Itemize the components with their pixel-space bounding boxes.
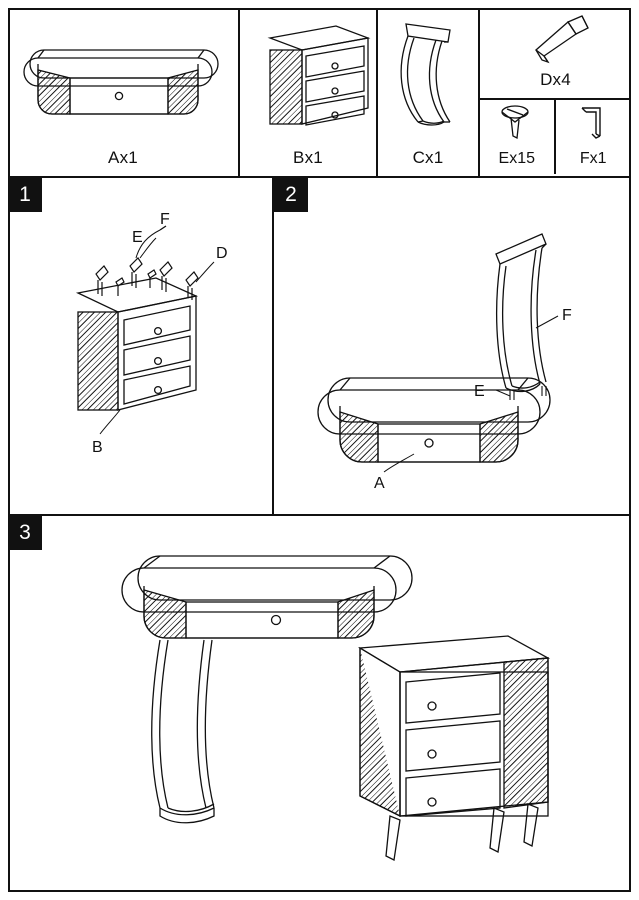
part-cell-def [480, 8, 631, 176]
step-2-callout-a: A [374, 475, 385, 492]
step-3-drawing [8, 516, 631, 894]
step-1-callout-b: B [92, 439, 103, 456]
step-1-drawing [8, 178, 274, 516]
step-1-callout-d: D [216, 245, 228, 262]
step-3-illustration [8, 516, 631, 892]
step-panel-2 [274, 176, 631, 514]
part-f-label: Fx1 [579, 150, 607, 167]
step-2-illustration [274, 178, 631, 514]
steps-container [8, 176, 631, 892]
part-a-drawing [8, 8, 240, 128]
step-2-callout-f: F [562, 307, 572, 324]
part-e-drawing [480, 100, 555, 146]
part-e-illustration [480, 100, 554, 150]
part-f-illustration [556, 100, 632, 150]
step-1-callout-e: E [132, 229, 143, 246]
part-cell-e [480, 100, 556, 174]
part-d-label: Dx4 [540, 70, 571, 89]
part-cell-f [556, 100, 632, 174]
part-c-label: Cx1 [412, 148, 444, 167]
part-c-illustration [378, 8, 478, 148]
step-2-callout-e: E [474, 383, 485, 400]
step-panel-1 [8, 176, 274, 514]
part-cell-b [240, 8, 378, 176]
step-3-badge: 3 [8, 516, 42, 550]
part-b-label: Bx1 [293, 148, 323, 167]
part-e-label: Ex15 [498, 150, 535, 167]
step-1-badge: 1 [8, 178, 42, 212]
step-1-illustration [8, 178, 272, 514]
step-panel-3 [8, 514, 631, 892]
step-2-drawing [274, 178, 631, 516]
part-a-label: Ax1 [108, 148, 138, 167]
part-b-drawing [240, 8, 378, 128]
part-cell-c [378, 8, 480, 176]
part-cell-a [8, 8, 240, 176]
part-d-drawing [480, 8, 631, 70]
step-2-badge: 2 [274, 178, 308, 212]
part-cell-d [480, 8, 631, 100]
part-row-ef [480, 100, 631, 174]
parts-list [8, 8, 631, 176]
step-1-callout-f: F [160, 211, 170, 228]
part-a-illustration [8, 8, 238, 148]
part-d-illustration [480, 8, 631, 70]
part-b-illustration [240, 8, 376, 148]
part-c-drawing [378, 8, 480, 128]
part-f-drawing [556, 100, 631, 146]
